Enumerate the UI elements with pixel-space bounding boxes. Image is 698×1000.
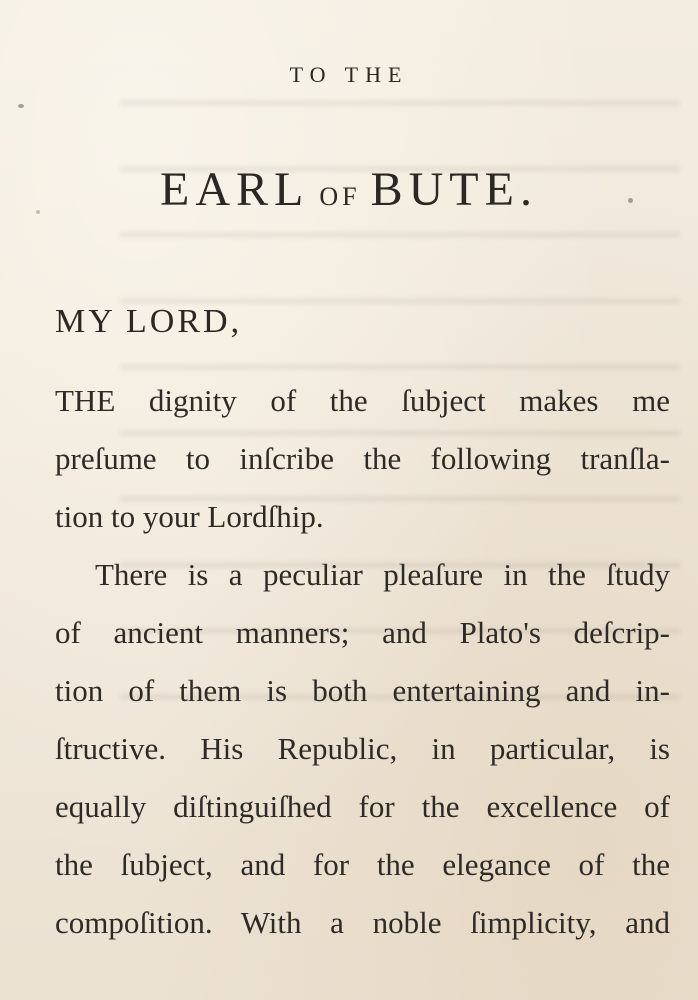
text-line: preſume to inſcribe the following tranſla- [55, 441, 670, 476]
text-line: ſtructive. His Republic, in particular, is [55, 731, 670, 766]
heading-bute: BUTE. [370, 163, 538, 216]
heading-earl: EARL [160, 163, 310, 216]
text-line: There is a peculiar pleaſure in the ſtudy [95, 557, 670, 592]
paper-speck [18, 104, 24, 108]
dedication-heading-line1: TO THE [289, 62, 409, 87]
dedication-heading-title [0, 160, 698, 227]
body-text [55, 372, 670, 952]
salutation: MY LORD, [55, 303, 243, 340]
text-line: tion to your Lordſhip. [55, 499, 324, 534]
text-line: THE dignity of the ſubject makes me [55, 383, 670, 418]
text-line: of ancient manners; and Plato's deſcrip- [55, 615, 670, 650]
text-line: tion of them is both entertaining and in- [55, 673, 670, 708]
heading-of: OF [319, 182, 361, 211]
text-line: the ſubject, and for the elegance of the [55, 847, 670, 882]
text-line: compoſition. With a noble ſimplicity, and [55, 905, 670, 940]
text-line: equally diſtinguiſhed for the excellence of [55, 789, 670, 824]
